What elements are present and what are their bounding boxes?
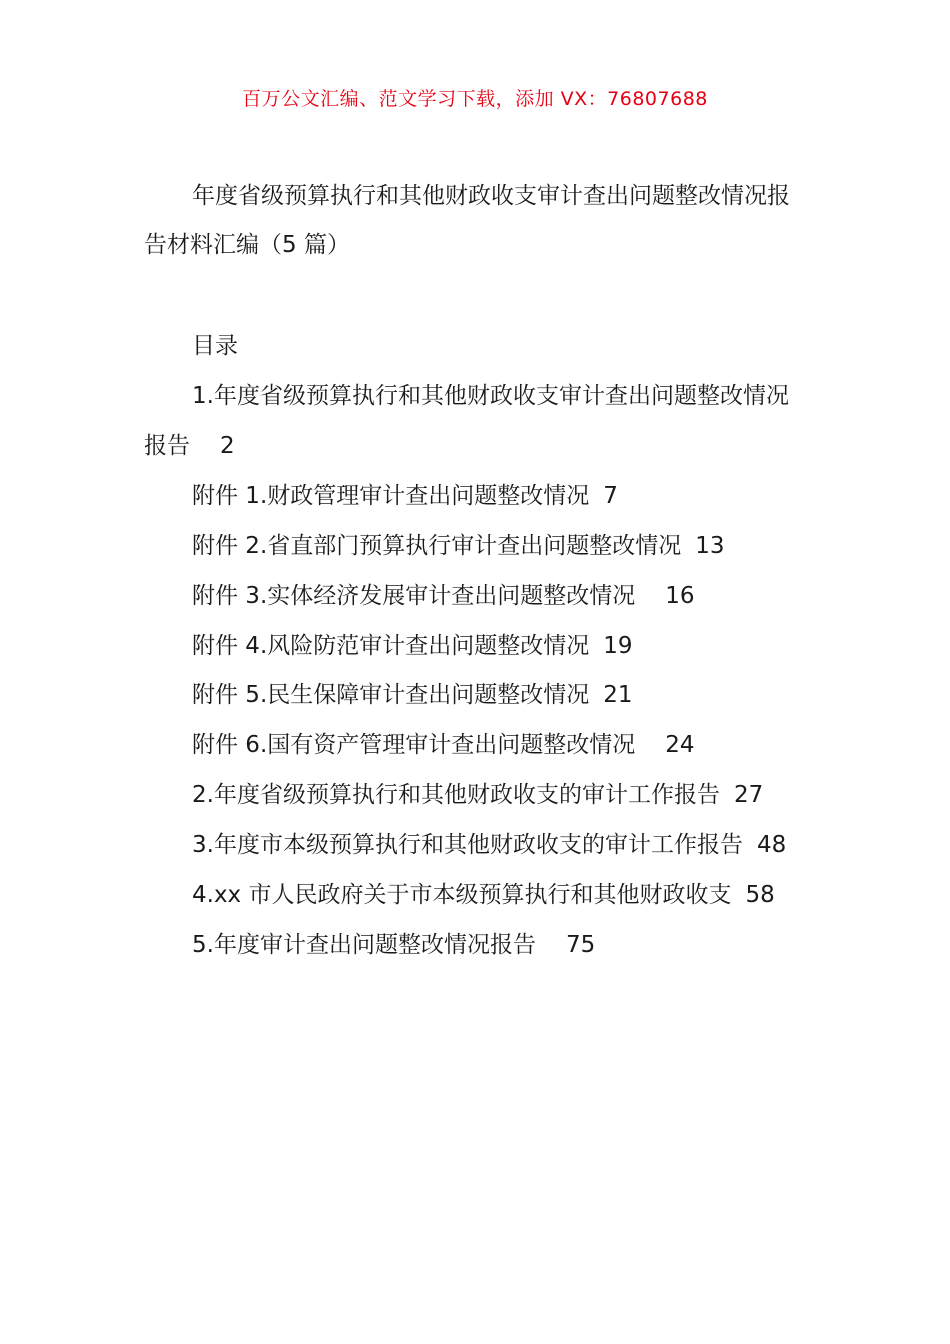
toc-item-page-number: 13 [695, 532, 725, 559]
toc-item[interactable] [144, 622, 808, 672]
toc-item[interactable] [144, 572, 808, 622]
document-title: 年度省级预算执行和其他财政收支审计查出问题整改情况报告材料汇编（5 篇） [144, 183, 790, 258]
toc-item-page-number: 58 [745, 882, 775, 909]
toc-item[interactable] [144, 671, 808, 721]
toc-item[interactable] [144, 871, 808, 921]
toc-item[interactable] [144, 921, 808, 971]
toc-item-page-number: 2 [220, 432, 235, 459]
toc-item-label: 附件 4.风险防范审计查出问题整改情况 [192, 632, 590, 659]
toc-item-label: 1.年度省级预算执行和其他财政收支审计查出问题整改情况报告 [144, 383, 789, 459]
toc-item-page-number: 24 [665, 732, 695, 759]
toc-item-label: 附件 3.实体经济发展审计查出问题整改情况 [192, 582, 636, 609]
toc-item-label: 5.年度审计查出问题整改情况报告 [192, 931, 536, 958]
header-banner: 百万公文汇编、范文学习下载，添加 VX：76807688 [242, 88, 708, 110]
toc-item-label: 2.年度省级预算执行和其他财政收支的审计工作报告 [192, 782, 720, 809]
toc-item-page-number: 27 [733, 782, 764, 809]
toc-item-page-number: 48 [756, 832, 787, 859]
toc-item[interactable] [144, 522, 808, 572]
toc-item-label: 3.年度市本级预算执行和其他财政收支的审计工作报告 [192, 832, 743, 859]
toc-item-label: 附件 5.民生保障审计查出问题整改情况 [192, 682, 590, 709]
toc-item-page-number: 19 [603, 632, 633, 659]
toc-item-label: 附件 6.国有资产管理审计查出问题整改情况 [192, 732, 636, 759]
toc-item-page-number: 7 [603, 482, 618, 509]
toc-item-page-number: 16 [665, 582, 695, 609]
toc-item-label: 附件 2.省直部门预算执行审计查出问题整改情况 [192, 532, 682, 559]
toc-item[interactable] [144, 721, 808, 771]
toc-item-label: 4.xx 市人民政府关于市本级预算执行和其他财政收支 [192, 882, 732, 909]
toc-heading: 目录 [192, 333, 238, 359]
toc-item-page-number: 75 [565, 931, 596, 958]
toc-item[interactable] [144, 472, 808, 522]
toc-item[interactable] [144, 771, 808, 821]
toc-item-page-number: 21 [603, 682, 633, 709]
toc-item[interactable] [144, 821, 808, 871]
toc-item[interactable] [144, 372, 808, 472]
toc-item-label: 附件 1.财政管理审计查出问题整改情况 [192, 482, 590, 509]
table-of-contents [144, 372, 808, 971]
